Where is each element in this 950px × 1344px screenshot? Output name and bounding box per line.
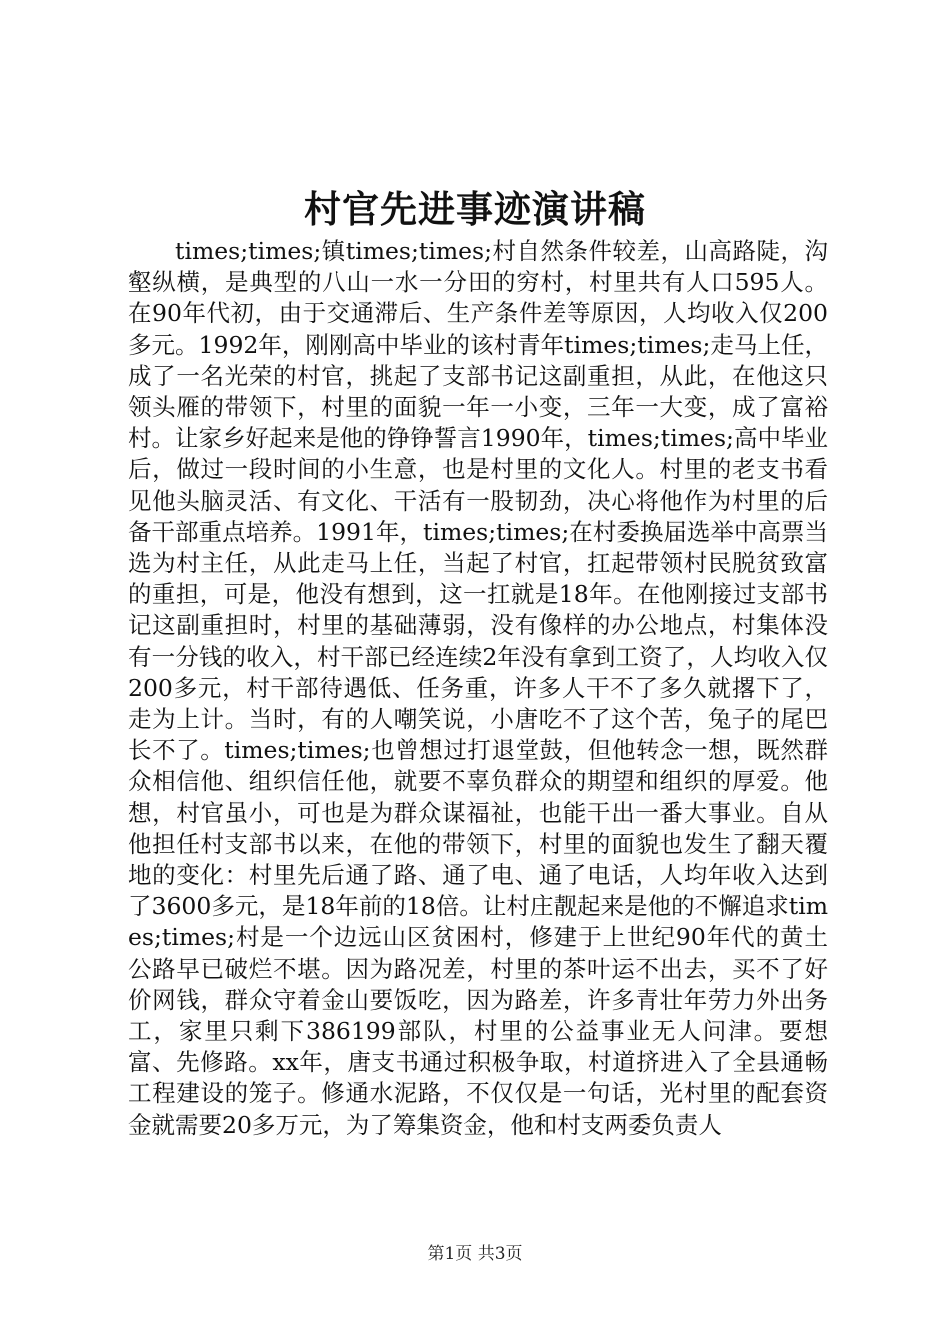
page-number-footer: 第1页 共3页	[427, 1244, 523, 1264]
document-body: times;times;镇times;times;村自然条件较差，山高路陡，沟壑纵横，是典型的八山一水一分田的穷村，村里共有人口595人。在90年代初，由于交通滞后、生产条件差等原因，人均收入仅200多元。1992年，刚刚高中毕业的该村青年times;times;走马上任，成了一名光荣的村官，挑起了支部书记这副重担，从此，在他这只领头雁的带领下，村里的面貌一年一小变，三年一大变，成了富裕村。让家乡好起来是他的铮铮誓言1990年，times;times;高中毕业后，做过一段时间的小生意，也是村里的文化人。村里的老支书看见他头脑灵活、有文化、干活有一股韧劲，决心将他作为村里的后备干部重点培养。1991年，times;times;在村委换届选举中高票当选为村主任，从此走马上任，当起了村官，扛起带领村民脱贫致富的重担，可是，他没有想到，这一扛就是18年。在他刚接过支部书记这副重担时，村里的基础薄弱，没有像样的办公地点，村集体没有一分钱的收入，村干部已经连续2年没有拿到工资了，人均收入仅200多元，村干部待遇低、任务重，许多人干不了多久就撂下了，走为上计。当时，有的人嘲笑说，小唐吃不了这个苦，兔子的尾巴长不了。times;times;也曾想过打退堂鼓，但他转念一想，既然群众相信他、组织信任他，就要不辜负群众的期望和组织的厚爱。他想，村官虽小，可也是为群众谋福祉，也能干出一番大事业。自从他担任村支部书以来，在他的带领下，村里的面貌也发生了翻天覆地的变化：村里先后通了路、通了电、通了电话，人均年收入达到了3600多元，是18年前的18倍。让村庄靓起来是他的不懈追求times;times;村是一个边远山区贫困村，修建于上世纪90年代的黄土公路早已破烂不堪。因为路况差，村里的茶叶运不出去，买不了好价网钱，群众守着金山要饭吃，因为路差，许多青壮年劳力外出务工，家里只剩下386199部队，村里的公益事业无人问津。要想富、先修路。xx年，唐支书通过积极争取，村道挤进入了全县通畅工程建设的笼子。修通水泥路，不仅仅是一句话，光村里的配套资金就需要20多万元，为了筹集资金，他和村支两委负责人	[128, 237, 828, 1139]
document-title: 村官先进事迹演讲稿	[304, 187, 646, 231]
